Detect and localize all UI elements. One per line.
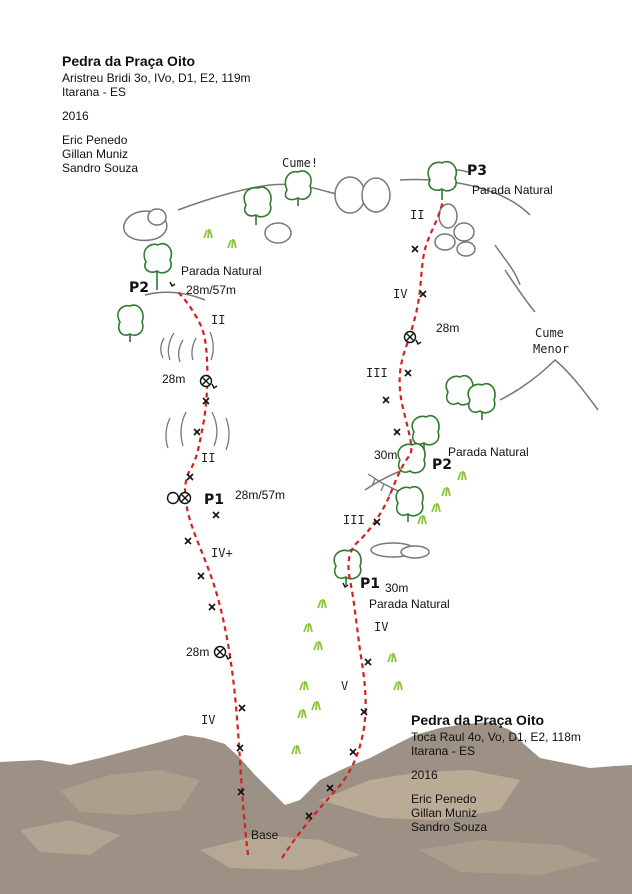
left-info-line [62, 123, 251, 133]
left-info-line: Itarana - ES [62, 85, 127, 99]
right-p1-note: Parada Natural [369, 597, 450, 611]
left-grade-1: II [211, 313, 226, 327]
bolt-marker [187, 474, 193, 480]
right-bolt-dist: 28m [436, 321, 460, 335]
right-p2-note: Parada Natural [448, 445, 529, 459]
tree-icon [118, 305, 143, 342]
bolt-marker [350, 749, 356, 755]
bolt-marker [209, 604, 215, 610]
anchor-marker [405, 332, 422, 345]
tree-icon [396, 487, 423, 522]
left-p2-label: P2 [129, 280, 150, 296]
tree-icon [468, 384, 495, 420]
right-grade-5: IV [374, 620, 389, 634]
left-bolt-dist-2: 28m [186, 645, 210, 659]
tree-icon [244, 187, 271, 225]
cliff-marks [161, 332, 398, 496]
minor-summit-label-2: Menor [533, 342, 570, 356]
anchor-marker [201, 376, 218, 389]
left-grade-2: II [201, 451, 216, 465]
rock-outlines [145, 170, 598, 490]
left-p2-note: Parada Natural [181, 264, 262, 278]
tree-icon [285, 171, 311, 206]
right-p1-dist: 30m [385, 581, 409, 595]
bolt-marker [239, 705, 245, 711]
bolts [185, 246, 426, 819]
left-info-line: Eric Penedo [62, 133, 128, 147]
left-route-labels [129, 264, 285, 727]
summit-label: Cume! [282, 156, 319, 170]
right-route-info [411, 730, 581, 834]
right-grade-3: III [366, 366, 388, 380]
base-label: Base [251, 828, 279, 842]
left-info-line: Sandro Souza [62, 161, 139, 175]
left-p1-dist: 28m/57m [235, 488, 286, 502]
bolt-marker [405, 370, 411, 376]
right-grade-4: III [343, 513, 365, 527]
left-route-title: Pedra da Praça Oito [62, 53, 196, 69]
right-info-line [411, 758, 581, 768]
right-info-line: Itarana - ES [411, 744, 476, 758]
right-p3-note: Parada Natural [472, 183, 553, 197]
right-route-title: Pedra da Praça Oito [411, 712, 545, 728]
right-info-line: 2016 [411, 768, 438, 782]
left-grade-3: IV+ [211, 546, 233, 560]
bolt-marker [185, 538, 191, 544]
left-bolt-dist-1: 28m [162, 372, 186, 386]
right-info-line [411, 782, 581, 792]
right-info-line: Gillan Muniz [411, 806, 478, 820]
left-info-line: Gillan Muniz [62, 147, 129, 161]
bolt-marker [412, 246, 418, 252]
right-info-line: Toca Raul 4o, Vo, D1, E2, 118m [411, 730, 581, 744]
bolt-marker [383, 397, 389, 403]
left-info-line [62, 99, 251, 109]
bolt-marker [198, 573, 204, 579]
minor-summit-label-1: Cume [535, 326, 564, 340]
anchor-marker [168, 493, 191, 504]
right-p2-label: P2 [432, 457, 453, 473]
right-info-line: Eric Penedo [411, 792, 477, 806]
left-grade-4: IV [201, 713, 216, 727]
bolt-marker [194, 429, 200, 435]
right-p2-dist: 30m [374, 448, 398, 462]
right-grade-6: V [341, 679, 349, 693]
bolt-marker [213, 512, 219, 518]
bolt-marker [420, 291, 426, 297]
right-grade-1: II [410, 208, 425, 222]
left-route-info [62, 71, 251, 175]
left-info-line: Aristreu Bridi 3o, IVo, D1, E2, 119m [62, 71, 251, 85]
bolt-marker [394, 429, 400, 435]
tree-icon [428, 162, 456, 200]
bolt-marker [365, 659, 371, 665]
right-p1-label: P1 [360, 576, 381, 592]
right-grade-2: IV [393, 287, 408, 301]
right-info-line: Sandro Souza [411, 820, 488, 834]
right-p3-label: P3 [467, 163, 488, 179]
left-info-line: 2016 [62, 109, 89, 123]
left-p1-label: P1 [204, 492, 225, 508]
left-p2-dist: 28m/57m [186, 283, 237, 297]
